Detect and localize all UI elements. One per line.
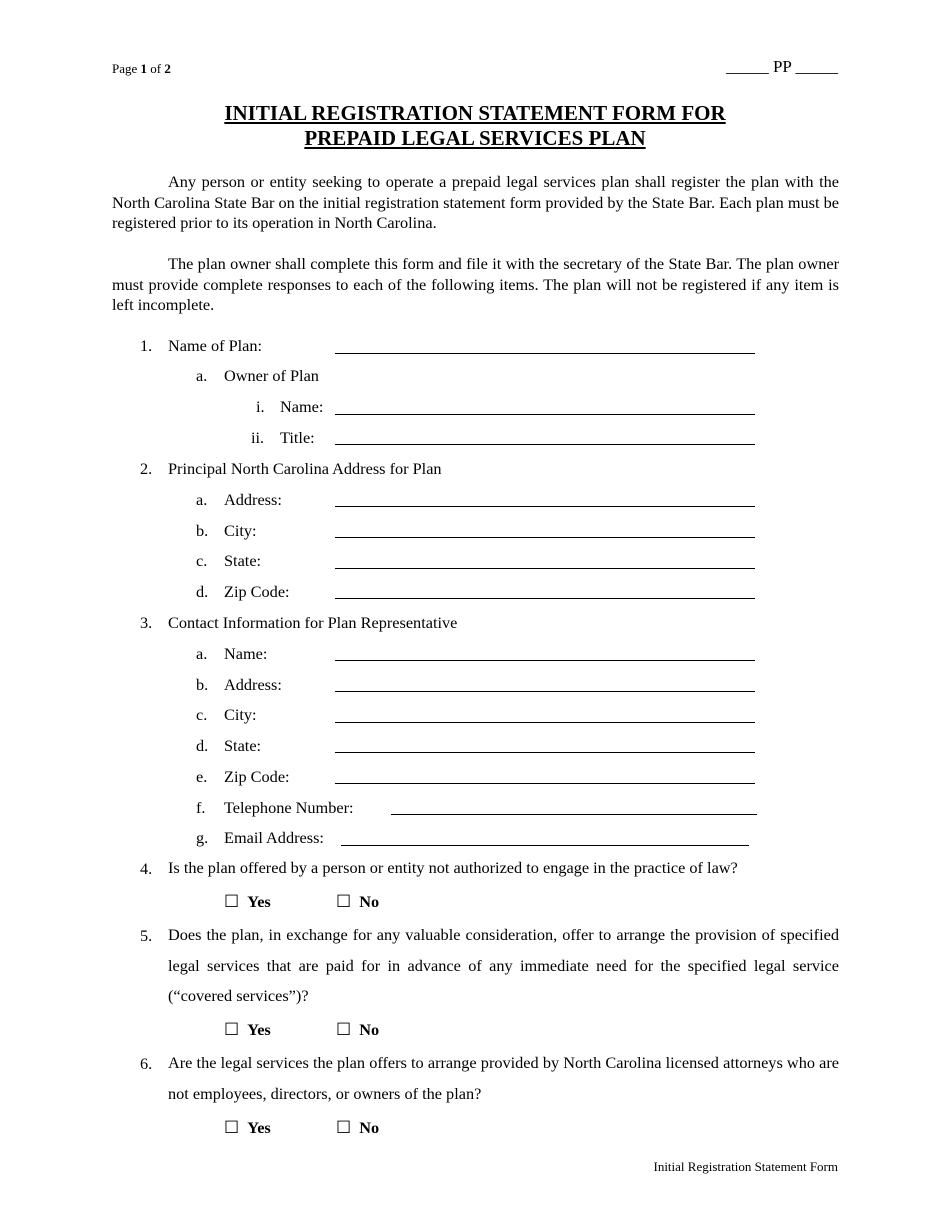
question-6-number: 6. [140,1054,153,1073]
item-1-number: 1. [140,336,153,355]
checkbox-icon[interactable]: ☐ [224,1118,240,1138]
intro-text-2: The plan owner shall complete this form and file it with the secretary of the State Bar. The plan owner must provide complete responses to each of the following items. The plan will not be registered if any item is left incomplete. [112,254,839,314]
item-1ai-number: i. [256,397,265,416]
item-1ai-label: Name: [280,397,324,416]
item-3d-label: State: [224,736,262,755]
q5-no-option[interactable] [336,1020,379,1040]
q6-yes-option[interactable] [224,1118,271,1138]
item-3c-label: City: [224,705,257,724]
checkbox-icon[interactable]: ☐ [224,892,240,912]
q6-no-label: No [359,1118,380,1137]
item-3e-label: Zip Code: [224,767,290,786]
q4-no-option[interactable] [336,892,379,912]
page-of: of [150,61,162,76]
intro-paragraph-1 [112,172,839,234]
q5-no-label: No [359,1020,380,1039]
footer-text: Initial Registration Statement Form [653,1159,838,1174]
item-2d-label: Zip Code: [224,582,290,601]
item-3f-number: f. [196,798,206,817]
q4-yes-option[interactable] [224,892,271,912]
item-3g-number: g. [196,828,209,847]
page-current: 1 [140,61,148,76]
item-3f-label: Telephone Number: [224,798,354,817]
question-4-text: Is the plan offered by a person or entity not authorized to engage in the practice of law? [168,858,738,877]
item-3c-number: c. [196,705,208,724]
question-6-text: Are the legal services the plan offers to arrange provided by North Carolina licensed attorneys who are not employees, directors, or owners of the plan? [168,1053,839,1103]
rep-email-field[interactable] [341,845,749,846]
page-total: 2 [164,61,171,76]
plan-address-field[interactable] [335,506,755,507]
item-3d-number: d. [196,736,209,755]
page-prefix: Page [112,61,138,76]
intro-paragraph-2 [112,254,839,316]
question-4-number: 4. [140,859,153,878]
item-2a-label: Address: [224,490,282,509]
item-2b-label: City: [224,521,257,540]
rep-name-field[interactable] [335,660,755,661]
checkbox-icon[interactable]: ☐ [336,892,352,912]
item-1aii-number: ii. [251,428,265,447]
question-5-number: 5. [140,926,153,945]
plan-city-field[interactable] [335,537,755,538]
plan-zip-field[interactable] [335,598,755,599]
item-3g-label: Email Address: [224,828,324,847]
checkbox-icon[interactable]: ☐ [336,1118,352,1138]
question-5-text: Does the plan, in exchange for any valuable consideration, offer to arrange the provision of specified legal services that are paid for in advance of any immediate need for the specified legal service (“covered services”)? [168,925,839,1005]
plan-name-field[interactable] [335,353,755,354]
item-3b-label: Address: [224,675,282,694]
rep-telephone-field[interactable] [391,814,757,815]
q4-no-label: No [359,892,380,911]
owner-title-field[interactable] [335,444,755,445]
intro-text-1: Any person or entity seeking to operate a prepaid legal services plan shall register the plan with the North Carolina State Bar on the initial registration statement form provided by the State Bar. Each plan must be registered prior to its operation in North Carolina. [112,172,839,232]
rep-address-field[interactable] [335,691,755,692]
item-2b-number: b. [196,521,209,540]
form-code: _____ PP _____ [726,57,838,76]
q4-yes-label: Yes [247,892,271,911]
item-2c-label: State: [224,551,262,570]
item-3e-number: e. [196,767,208,786]
q6-no-option[interactable] [336,1118,379,1138]
item-3-number: 3. [140,613,153,632]
item-3-label: Contact Information for Plan Representative [168,613,458,632]
item-3b-number: b. [196,675,209,694]
item-1a-number: a. [196,366,208,385]
item-2a-number: a. [196,490,208,509]
item-3a-number: a. [196,644,208,663]
checkbox-icon[interactable]: ☐ [336,1020,352,1040]
item-2c-number: c. [196,551,208,570]
item-1aii-label: Title: [280,428,315,447]
plan-state-field[interactable] [335,568,755,569]
rep-zip-field[interactable] [335,783,755,784]
q6-yes-label: Yes [247,1118,271,1137]
checkbox-icon[interactable]: ☐ [224,1020,240,1040]
page-number [112,61,171,77]
item-3a-label: Name: [224,644,268,663]
item-2-number: 2. [140,459,153,478]
q5-yes-option[interactable] [224,1020,271,1040]
item-2d-number: d. [196,582,209,601]
owner-name-field[interactable] [335,414,755,415]
rep-state-field[interactable] [335,752,755,753]
title-line-2: PREPAID LEGAL SERVICES PLAN [304,126,646,150]
item-2-label: Principal North Carolina Address for Plan [168,459,442,478]
item-1-label: Name of Plan: [168,336,263,355]
item-1a-label: Owner of Plan [224,366,319,385]
rep-city-field[interactable] [335,722,755,723]
q5-yes-label: Yes [247,1020,271,1039]
title-line-1: INITIAL REGISTRATION STATEMENT FORM FOR [224,101,726,125]
